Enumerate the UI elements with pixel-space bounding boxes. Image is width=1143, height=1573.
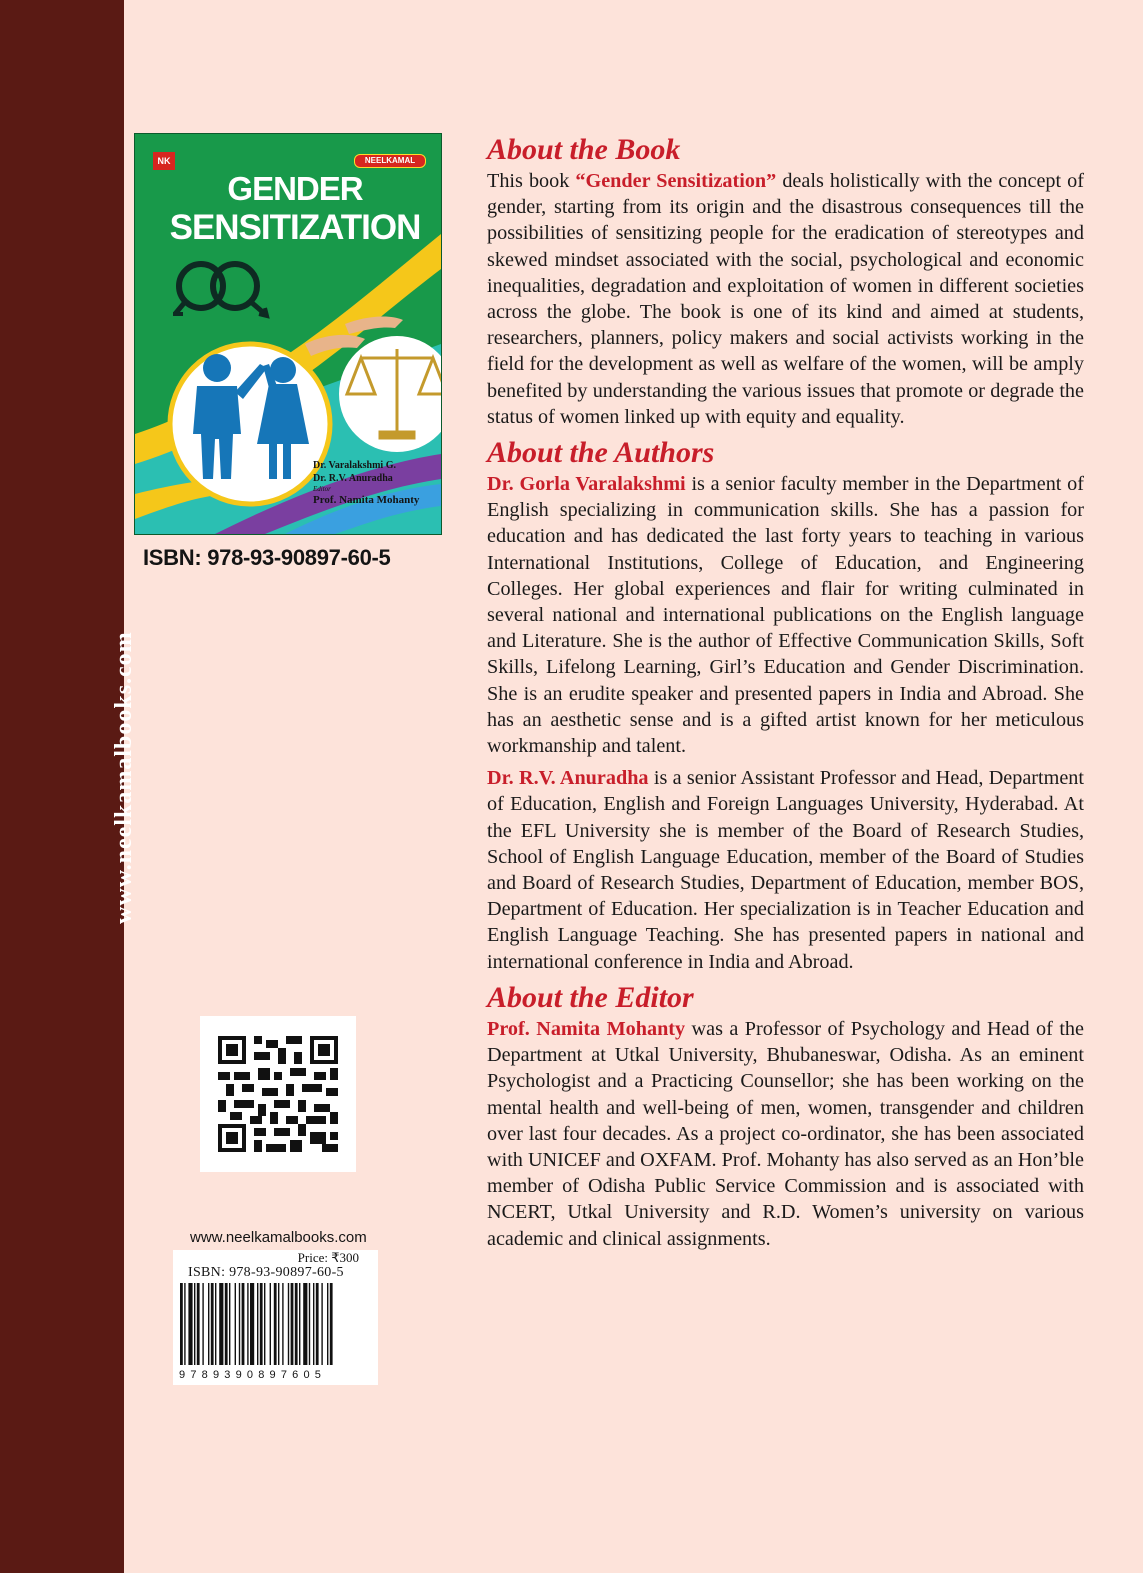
author2-text: is a senior Assistant Professor and Head, Department of Education, English and Foreign Languages University, Hyderabad. At the EFL University she is member of the Board of Research Studies, School of English Language Education, member of the Board of Studies and Board of Research Studies, Department of Education, member BOS, Department of Education. Her specialization is in Teacher Education and English Language Teaching. She has presented papers in national and international conference in India and Abroad. [487, 767, 1084, 973]
barcode-digits: 9789390897605 [179, 1369, 327, 1381]
author2-name: Dr. R.V. Anuradha [487, 767, 649, 790]
barcode-website-url: www.neelkamalbooks.com [190, 1229, 367, 1246]
publisher-logo: NK [153, 152, 175, 170]
about-book-pre: This book [487, 170, 576, 192]
spine-website-url: www.neelkamalbooks.com [111, 631, 137, 924]
editor-bio [487, 1016, 1084, 1252]
cover-brand-badge: NEELKAMAL [354, 154, 426, 168]
book-spine [0, 0, 124, 1573]
cover-authors [313, 459, 441, 507]
back-cover-text [487, 132, 1084, 1252]
cover-editor-label: Editor [313, 485, 331, 493]
book-cover-thumbnail [134, 133, 442, 535]
qr-code [200, 1016, 356, 1172]
book-title-highlight: “Gender Sensitization” [575, 170, 777, 192]
about-book-heading: About the Book [487, 133, 681, 166]
cover-author-1: Dr. Varalakshmi G. [313, 460, 396, 471]
cover-editor: Prof. Namita Mohanty [313, 494, 420, 506]
isbn-label: ISBN: 978-93-90897-60-5 [143, 545, 391, 570]
author1-bio [487, 471, 1084, 759]
editor-name: Prof. Namita Mohanty [487, 1017, 686, 1040]
about-editor-heading: About the Editor [487, 980, 694, 1014]
about-authors-heading: About the Authors [487, 436, 715, 470]
author1-name: Dr. Gorla Varalakshmi [487, 473, 686, 496]
cover-author-2: Dr. R.V. Anuradha [313, 473, 393, 484]
editor-text: was a Professor of Psychology and Head of the Department at Utkal University, Bhubaneswar, Odisha. As an eminent Psychologist and a Practicing Counsellor; she has been working on the mental health and well-being of men, women, transgender and children over last four decades. As a project co-ordinator, she has been associated with UNICEF and OXFAM. Prof. Mohanty has also served as an Hon’ble member of Odisha Public Service Commission and is associated with NCERT, Utkal University and R.D. Women’s university on various academic and clinical assignments. [487, 1017, 1084, 1250]
cover-title-line1: GENDER [227, 170, 363, 207]
barcode-label [173, 1250, 378, 1385]
cover-title-line2: SENSITIZATION [169, 208, 421, 247]
about-book-body: deals holistically with the concept of gender, starting from its origin and the disastrous consequences till the possibilities of sensitizing people for the eradication of stereotypes and skewed mindset associated with the social, psychological and economic inequalities, degradation and exploitation of women in different societies across the globe. The book is one of its kind and aimed at students, researchers, planners, policy makers and social activists working in the field for the development as well as welfare of the women, will be amply benefited by understanding the various issues that promote or degrade the status of women linked up with equity and equality. [487, 170, 1085, 428]
about-book-text [487, 168, 1084, 430]
qr-code-icon [218, 1036, 338, 1152]
author1-text: is a senior faculty member in the Department of English specializing in communication skills. She has a passion for education and has dedicated the last forty years to teaching in various International Institutions, College of Education, and Engineering Colleges. Her global experiences and flair for writing culminated in several national and international publications on the English language and Literature. She is the author of Effective Communication Skills, Soft Skills, Lifelong Learning, Girl’s Education and Gender Discrimination. She is an erudite speaker and presented papers in India and Abroad. She has an aesthetic sense and is a gifted artist known for her meticulous workmanship and talent. [487, 473, 1084, 758]
barcode-block [173, 1229, 378, 1385]
price-label: Price: ₹300 [297, 1250, 359, 1265]
barcode-bars-icon [173, 1283, 378, 1367]
barcode-isbn: ISBN: 978-93-90897-60-5 [188, 1265, 344, 1280]
author2-bio [487, 765, 1084, 975]
